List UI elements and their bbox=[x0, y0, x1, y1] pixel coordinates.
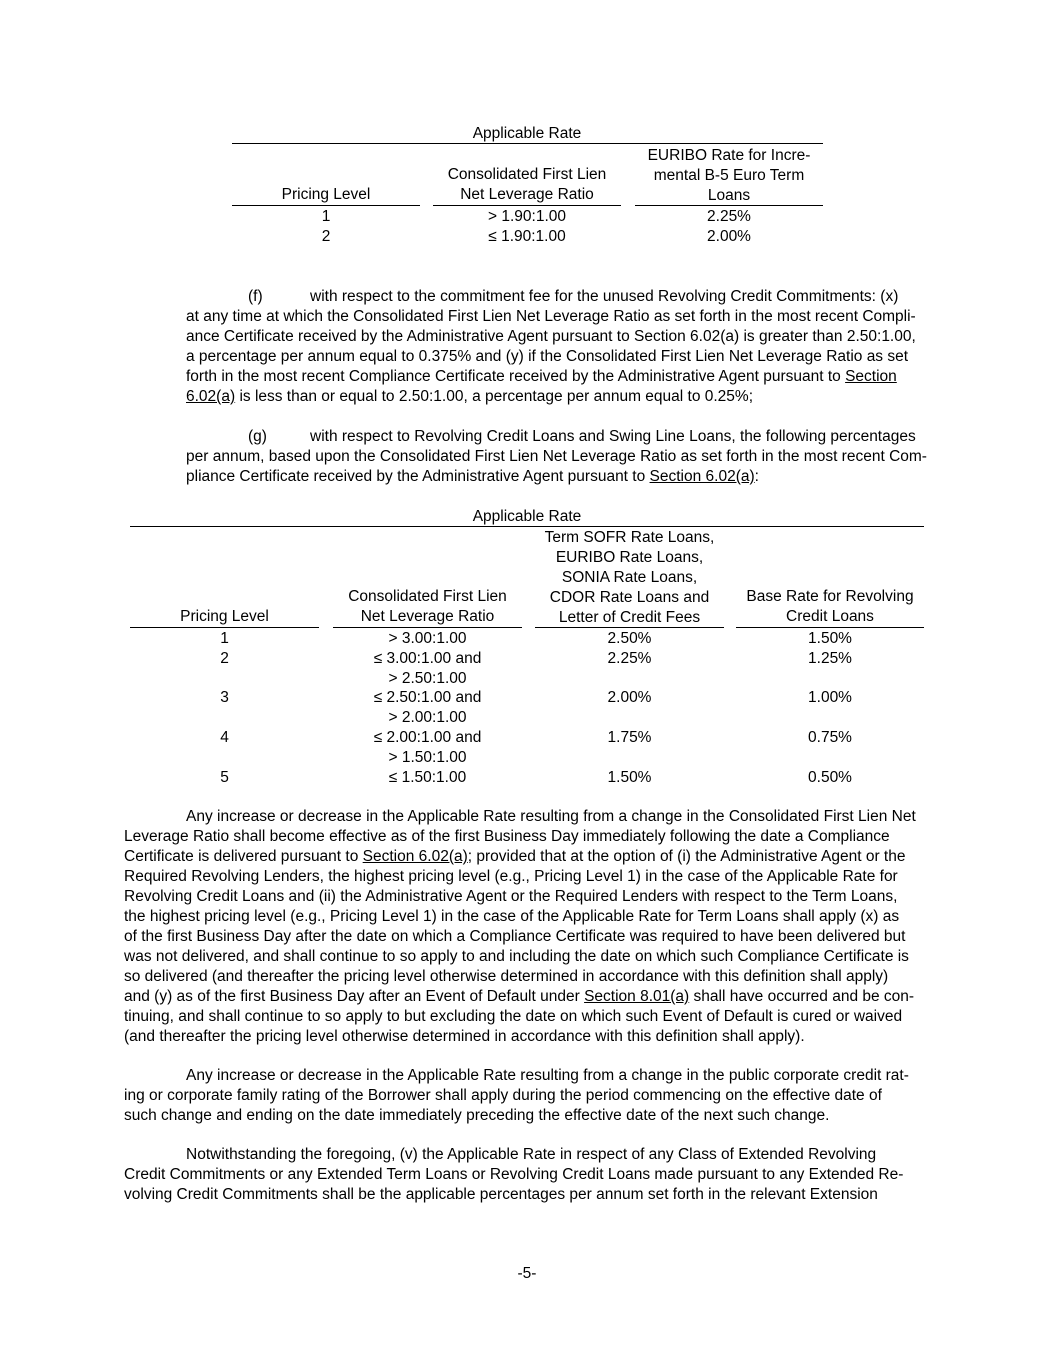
pricing-level-cell: 3 bbox=[220, 689, 229, 706]
text-line: per annum, based upon the Consolidated First Lien Net Leverage Ratio as set forth in the most recent Com- bbox=[186, 448, 927, 465]
text-line-content: forth in the most recent Compliance Certificate received by the Administrative Agent pursuant to bbox=[186, 368, 846, 385]
text-line-content: is less than or equal to 2.50:1.00, a percentage per annum equal to 0.25%; bbox=[239, 388, 754, 405]
ratio-line: > 1.50:1.00 bbox=[388, 749, 467, 766]
table1-group-rule bbox=[232, 143, 823, 144]
text-line: ing or corporate family rating of the Borrower shall apply during the period commencing on the effective date of bbox=[124, 1087, 882, 1104]
base-rate-cell: 0.75% bbox=[808, 729, 852, 746]
pricing-level-cell: 1 bbox=[220, 630, 229, 647]
header-line: Credit Loans bbox=[786, 608, 874, 625]
text-line bbox=[186, 367, 946, 387]
ratio-line: > 2.00:1.00 bbox=[388, 709, 467, 726]
table1-header-rule bbox=[635, 205, 823, 206]
term-rate-cell: 2.25% bbox=[607, 650, 652, 667]
page-number: -5- bbox=[517, 1265, 537, 1282]
leverage-ratio-cell bbox=[333, 688, 522, 728]
text-line bbox=[124, 847, 934, 867]
term-rate-cell: 1.75% bbox=[607, 729, 652, 746]
section-reference-link[interactable]: Section 6.02(a) bbox=[649, 468, 755, 485]
text-line-content: with respect to Revolving Credit Loans and Swing Line Loans, the following percentages bbox=[310, 428, 916, 445]
text-line bbox=[124, 1145, 934, 1165]
pricing-level-cell: 2 bbox=[321, 228, 331, 245]
leverage-ratio-cell bbox=[333, 629, 522, 649]
rate-cell: 2.00% bbox=[707, 228, 751, 245]
pricing-level-cell: 4 bbox=[220, 729, 229, 746]
text-line-content: Any increase or decrease in the Applicable Rate resulting from a change in the Consolidated First Lien Net bbox=[186, 808, 916, 825]
text-line: the highest pricing level (e.g., Pricing Level 1) in the case of the Applicable Rate for Term Loans shall apply (x) as bbox=[124, 908, 900, 925]
section-reference-link[interactable]: Section 8.01(a) bbox=[584, 988, 690, 1005]
header-line: EURIBO Rate Loans, bbox=[555, 549, 704, 566]
text-line-content: Notwithstanding the foregoing, (v) the Applicable Rate in respect of any Class of Extended Revolving bbox=[186, 1146, 877, 1163]
table1-header-pricing-level bbox=[232, 185, 420, 205]
text-line: a percentage per annum equal to 0.375% and (y) if the Consolidated First Lien Net Leverage Ratio as set bbox=[186, 348, 909, 365]
paragraph-applicable-rate-change bbox=[124, 807, 934, 1047]
text-line bbox=[124, 807, 934, 827]
leverage-ratio-cell bbox=[333, 649, 522, 689]
term-rate-cell: 2.00% bbox=[607, 689, 652, 706]
header-line: Pricing Level bbox=[281, 186, 371, 203]
text-line-content: and (y) as of the first Business Day after an Event of Default under bbox=[124, 988, 585, 1005]
table2-group-header: Applicable Rate bbox=[472, 508, 582, 525]
text-line: ance Certificate received by the Administrative Agent pursuant to Section 6.02(a) is greater than 2.50:1.00, bbox=[186, 328, 916, 345]
table2-header-rule bbox=[535, 627, 724, 628]
text-line: was not delivered, and shall continue to so apply to and including the date on which such Compliance Certificate is bbox=[124, 948, 909, 965]
table1-header-leverage bbox=[433, 165, 621, 205]
leverage-ratio-cell: ≤ 1.90:1.00 bbox=[488, 228, 566, 245]
text-line-content: with respect to the commitment fee for the unused Revolving Credit Commitments: (x) bbox=[310, 288, 899, 305]
section-reference-link[interactable]: Section 6.02(a) bbox=[362, 848, 468, 865]
table2-header-rule bbox=[736, 627, 924, 628]
ratio-line: > 3.00:1.00 bbox=[388, 630, 467, 647]
ratio-line: ≤ 2.50:1.00 and bbox=[373, 689, 482, 706]
base-rate-cell: 1.00% bbox=[808, 689, 852, 706]
text-line bbox=[186, 387, 946, 407]
text-line: tinuing, and shall continue to so apply to but excluding the date on which such Event of Default is cured or waived bbox=[124, 1008, 903, 1025]
text-line: such change and ending on the date immediately preceding the effective date of the next such change. bbox=[124, 1107, 830, 1124]
term-rate-cell: 1.50% bbox=[607, 769, 652, 786]
ratio-line: ≤ 1.50:1.00 bbox=[388, 769, 467, 786]
table2-header-rule bbox=[130, 627, 319, 628]
text-line bbox=[124, 987, 934, 1007]
paragraph-notwithstanding bbox=[124, 1145, 934, 1205]
term-rate-cell: 2.50% bbox=[607, 630, 652, 647]
text-line bbox=[186, 287, 946, 307]
header-line: EURIBO Rate for Incre- bbox=[647, 147, 811, 164]
table1-group-header: Applicable Rate bbox=[472, 125, 582, 142]
text-line-content: Any increase or decrease in the Applicable Rate resulting from a change in the public corporate credit rat- bbox=[186, 1067, 909, 1084]
text-line: so delivered (and thereafter the pricing level otherwise determined in accordance with this definition shall apply) bbox=[124, 968, 889, 985]
item-label: (g) bbox=[248, 428, 267, 445]
paragraph-f bbox=[186, 287, 946, 407]
header-line: Net Leverage Ratio bbox=[460, 186, 594, 203]
table2-header-leverage bbox=[333, 587, 522, 627]
header-line: mental B-5 Euro Term bbox=[653, 167, 805, 184]
table2-header-term-sofr bbox=[535, 528, 724, 628]
header-line: Base Rate for Revolving bbox=[746, 588, 914, 605]
text-line: Required Revolving Lenders, the highest pricing level (e.g., Pricing Level 1) in the case of the Applicable Rate for bbox=[124, 868, 898, 885]
paragraph-credit-rating-change bbox=[124, 1066, 934, 1126]
table1-header-euribo bbox=[635, 146, 823, 206]
text-line: at any time at which the Consolidated First Lien Net Leverage Ratio as set forth in the most recent Compli- bbox=[186, 308, 916, 325]
paragraph-g bbox=[186, 427, 946, 487]
pricing-level-cell: 1 bbox=[321, 208, 331, 225]
text-line-content: ; provided that at the option of (i) the Administrative Agent or the bbox=[467, 848, 906, 865]
table2-header-pricing-level bbox=[130, 607, 319, 627]
leverage-ratio-cell bbox=[333, 768, 522, 788]
text-line: of the first Business Day after the date on which a Compliance Certificate was required to have been delivered but bbox=[124, 928, 906, 945]
text-line bbox=[124, 1066, 934, 1086]
text-line bbox=[186, 427, 946, 447]
leverage-ratio-cell: > 1.90:1.00 bbox=[488, 208, 566, 225]
text-line: (and thereafter the pricing level otherwise determined in accordance with this definition shall apply). bbox=[124, 1028, 805, 1045]
rate-cell: 2.25% bbox=[707, 208, 751, 225]
header-line: Consolidated First Lien bbox=[348, 588, 507, 605]
text-line: Revolving Credit Loans and (ii) the Administrative Agent or the Required Lenders with respect to the Term Loans, bbox=[124, 888, 898, 905]
leverage-ratio-cell bbox=[333, 728, 522, 768]
text-line: Credit Commitments or any Extended Term Loans or Revolving Credit Loans made pursuant to any Extended Re- bbox=[124, 1166, 904, 1183]
ratio-line: > 2.50:1.00 bbox=[388, 670, 467, 687]
table2-header-rule bbox=[333, 627, 522, 628]
header-line: Net Leverage Ratio bbox=[360, 608, 495, 625]
text-line: volving Credit Commitments shall be the applicable percentages per annum set forth in the relevant Extension bbox=[124, 1186, 878, 1203]
header-line: Consolidated First Lien bbox=[447, 166, 607, 183]
header-line: Letter of Credit Fees bbox=[558, 609, 701, 626]
text-line-content: : bbox=[754, 468, 759, 485]
section-reference-link[interactable]: Section bbox=[845, 368, 897, 385]
section-reference-link[interactable]: 6.02(a) bbox=[186, 388, 236, 405]
item-label: (f) bbox=[248, 288, 263, 305]
header-line: CDOR Rate Loans and bbox=[549, 589, 710, 606]
header-line: Loans bbox=[707, 187, 751, 204]
text-line-content: shall have occurred and be con- bbox=[689, 988, 915, 1005]
base-rate-cell: 1.25% bbox=[808, 650, 852, 667]
header-line: Term SOFR Rate Loans, bbox=[544, 529, 715, 546]
table2-group-rule bbox=[130, 526, 924, 527]
text-line-content: pliance Certificate received by the Administrative Agent pursuant to bbox=[186, 468, 650, 485]
pricing-level-cell: 2 bbox=[220, 650, 229, 667]
text-line-content: Certificate is delivered pursuant to bbox=[124, 848, 363, 865]
pricing-level-cell: 5 bbox=[220, 769, 229, 786]
ratio-line: ≤ 2.00:1.00 and bbox=[373, 729, 482, 746]
text-line bbox=[186, 467, 946, 487]
ratio-line: ≤ 3.00:1.00 and bbox=[373, 650, 482, 667]
table1-header-rule bbox=[232, 205, 420, 206]
base-rate-cell: 1.50% bbox=[808, 630, 852, 647]
header-line: SONIA Rate Loans, bbox=[561, 569, 698, 586]
text-line: Leverage Ratio shall become effective as of the first Business Day immediately following the date a Compliance bbox=[124, 828, 890, 845]
base-rate-cell: 0.50% bbox=[808, 769, 852, 786]
table1-header-rule bbox=[433, 205, 621, 206]
header-line: Pricing Level bbox=[180, 608, 269, 625]
table2-header-base-rate bbox=[736, 587, 924, 627]
